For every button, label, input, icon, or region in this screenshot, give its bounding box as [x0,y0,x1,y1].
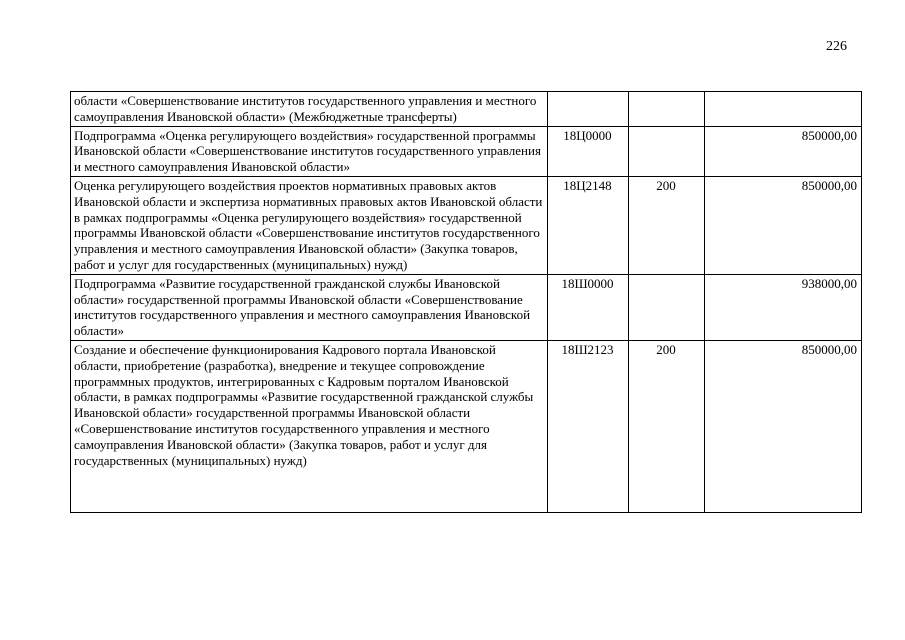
table-row [71,92,862,127]
table-row [71,176,862,274]
expense-type-code: 200 [629,176,705,274]
table-row [71,340,862,512]
amount-value: 850000,00 [705,126,862,176]
target-article-code [548,92,629,127]
amount-value: 850000,00 [705,340,862,512]
amount-value: 850000,00 [705,176,862,274]
target-article-code: 18Ц0000 [548,126,629,176]
target-article-code: 18Ш2123 [548,340,629,512]
expense-type-code: 200 [629,340,705,512]
amount-value: 938000,00 [705,274,862,340]
target-article-code: 18Ц2148 [548,176,629,274]
amount-value [705,92,862,127]
row-description: Подпрограмма «Развитие государственной гражданской службы Ивановской области» государственной программы Ивановской области «Совершенствование институтов государственного управления и местного самоуправления Ивановской области» [71,274,548,340]
row-description: Оценка регулирующего воздействия проектов нормативных правовых актов Ивановской области и экспертиза нормативных правовых актов Ивановской области в рамках подпрограммы «Оценка регулирующего воздействия» государственной программы Ивановской области «Совершенствование институтов государственного управления и местного самоуправления Ивановской области» (Закупка товаров, работ и услуг для государственных (муниципальных) нужд) [71,176,548,274]
budget-table [70,91,862,513]
expense-type-code [629,126,705,176]
row-description: Создание и обеспечение функционирования Кадрового портала Ивановской области, приобретение (разработка), внедрение и текущее сопровождение программных продуктов, интегрированных с Кадровым порталом Ивановской области, в рамках подпрограммы «Развитие государственной гражданской службы Ивановской области» государственной программы Ивановской области «Совершенствование институтов государственного управления и местного самоуправления Ивановской области» (Закупка товаров, работ и услуг для государственных (муниципальных) нужд) [71,340,548,512]
table-row [71,274,862,340]
row-description: Подпрограмма «Оценка регулирующего воздействия» государственной программы Ивановской области «Совершенствование институтов государственного управления и местного самоуправления Ивановской области» [71,126,548,176]
target-article-code: 18Ш0000 [548,274,629,340]
table-row [71,126,862,176]
expense-type-code [629,274,705,340]
page-number: 226 [826,39,847,54]
row-description: области «Совершенствование институтов государственного управления и местного самоуправления Ивановской области» (Межбюджетные трансферты) [71,92,548,127]
expense-type-code [629,92,705,127]
